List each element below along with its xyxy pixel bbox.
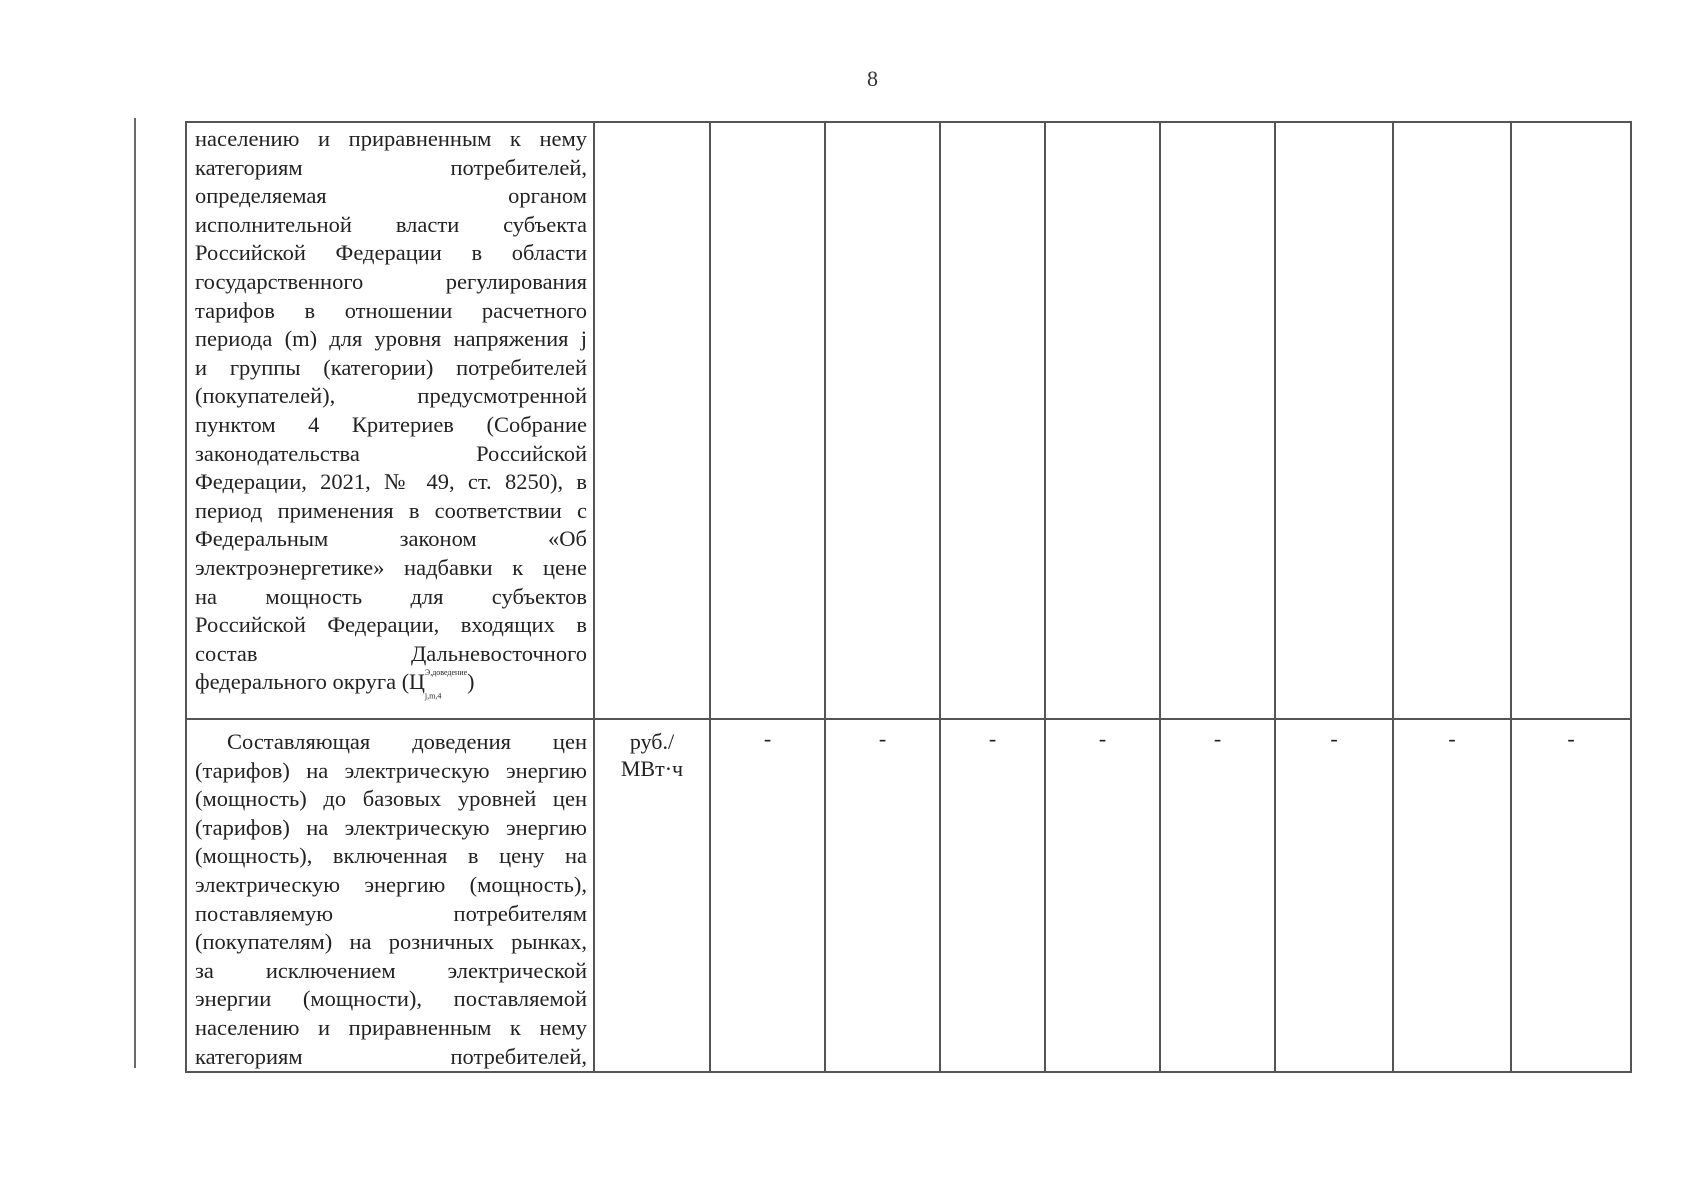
text-line: тарифов в отношении расчетного (195, 297, 587, 323)
text-line: периода (m) для уровня напряжения j (195, 326, 587, 352)
value-cell (1045, 719, 1160, 1072)
text-line: федерального округа (195, 669, 397, 695)
formula-paren-close: ) (467, 669, 475, 695)
table-row (186, 122, 1631, 719)
text-line: определяемая органом (195, 183, 587, 209)
text-line: населению и приравненным к нему (195, 126, 587, 151)
text-line: исполнительной власти субъекта (195, 211, 587, 237)
formula-scripts (425, 668, 467, 700)
unit-text: руб./ МВт·ч (620, 729, 684, 781)
text-line: (покупателей), предусмотренной (195, 383, 587, 409)
value-cell (940, 719, 1045, 1072)
text-line-with-formula (195, 668, 587, 700)
text-line: на мощность для субъектов (195, 583, 587, 609)
tariff-table (185, 121, 1632, 1073)
value-dash: - (988, 726, 997, 751)
text-line: Федерации, 2021, № 49, ст. 8250), в (195, 469, 587, 495)
value-dash: - (1448, 726, 1456, 751)
value-dash: - (1330, 726, 1338, 751)
description-text (187, 123, 593, 700)
value-cell (1393, 122, 1511, 719)
description-cell (186, 719, 594, 1072)
text-line: пунктом 4 Критериев (Собрание (195, 411, 587, 437)
unit-cell (594, 122, 710, 719)
text-line: населению и приравненным к нему (195, 1014, 587, 1040)
text-line: за исключением электрической (195, 957, 587, 983)
text-line: (мощность) до базовых уровней цен (195, 786, 587, 812)
value-dash: - (878, 726, 887, 751)
text-line: Составляющая доведения цен (227, 729, 587, 754)
unit-cell (594, 719, 710, 1072)
value-cell (1160, 719, 1275, 1072)
text-line: Федеральным законом «Об (195, 526, 587, 552)
value-cell (825, 122, 940, 719)
text-line: законодательства Российской (195, 440, 587, 466)
text-line: (тарифов) на электрическую энергию (195, 814, 587, 840)
value-dash: - (1098, 726, 1107, 751)
text-line: электроэнергетике» надбавки к цене (195, 554, 587, 580)
description-cell (186, 122, 594, 719)
description-text (187, 720, 593, 1071)
text-line: категориям потребителей, (195, 1043, 587, 1069)
table-row (186, 719, 1631, 1072)
value-cell (1511, 122, 1631, 719)
text-line: (тарифов) на электрическую энергию (195, 757, 587, 783)
value-cell (1160, 122, 1275, 719)
value-dash: - (763, 726, 772, 751)
text-line: период применения в соответствии с (195, 497, 587, 523)
formula-superscript: Э,доведение (424, 668, 468, 678)
value-cell (1511, 719, 1631, 1072)
text-line: поставляемую потребителям (195, 900, 587, 926)
page-number: 8 (867, 66, 878, 91)
text-line: категориям потребителей, (195, 154, 587, 180)
text-line: государственного регулирования (195, 268, 587, 294)
formula-paren-open: ( (401, 669, 410, 695)
formula (401, 668, 475, 701)
text-line: (мощность), включенная в цену на (195, 843, 587, 869)
value-cell (940, 122, 1045, 719)
formula-symbol: Ц (409, 669, 425, 695)
value-cell (1275, 719, 1393, 1072)
value-cell (710, 719, 825, 1072)
text-line: энергии (мощности), поставляемой (195, 986, 587, 1012)
value-cell (825, 719, 940, 1072)
value-cell (1045, 122, 1160, 719)
text-line: и группы (категории) потребителей (195, 354, 587, 380)
value-cell (1275, 122, 1393, 719)
text-line: состав Дальневосточного (195, 640, 587, 666)
value-cell (1393, 719, 1511, 1072)
text-line: электрическую энергию (мощность), (195, 871, 587, 897)
formula-subscript: j,m,4 (424, 691, 442, 701)
value-cell (710, 122, 825, 719)
text-line: Российской Федерации в области (195, 240, 587, 266)
value-dash: - (1213, 726, 1222, 751)
text-line: Российской Федерации, входящих в (195, 612, 587, 638)
text-line: (покупателям) на розничных рынках, (195, 929, 587, 955)
value-dash: - (1567, 726, 1575, 751)
margin-binding-line (134, 118, 136, 1068)
